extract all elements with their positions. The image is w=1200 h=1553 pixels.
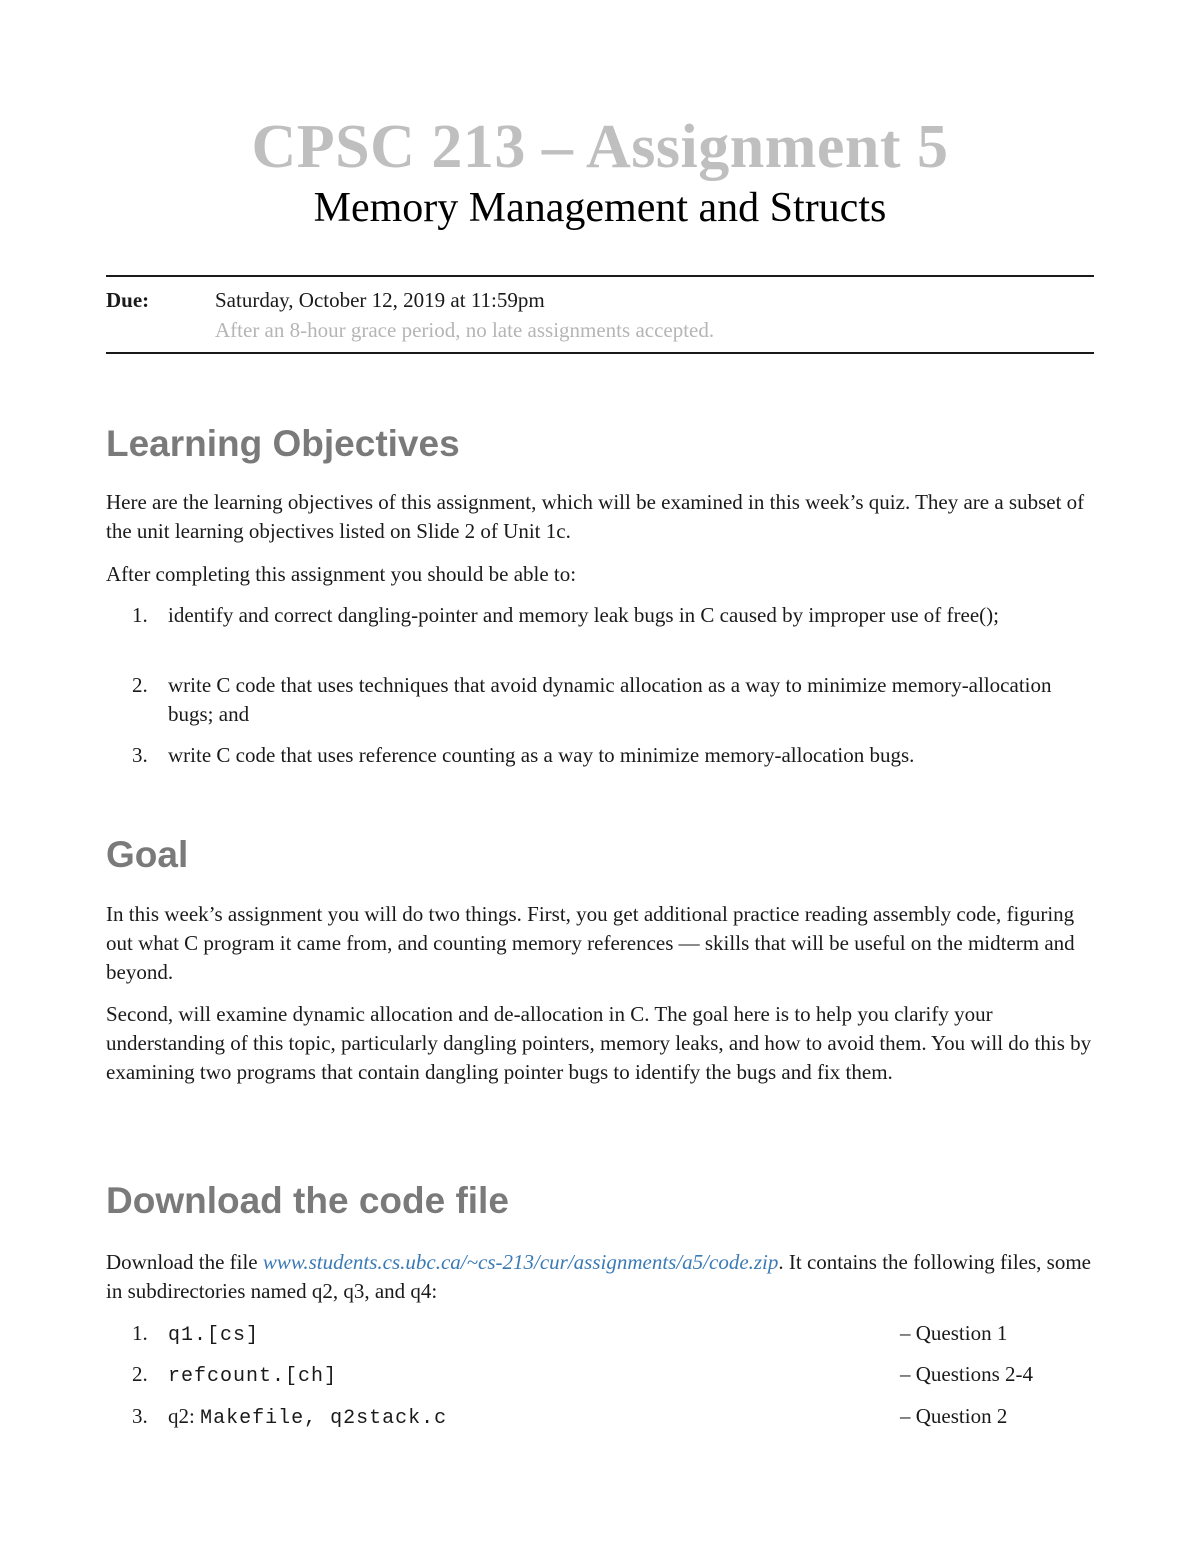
due-note: After an 8-hour grace period, no late assignments accepted. xyxy=(215,318,715,342)
objectives-heading: Learning Objectives xyxy=(106,423,460,464)
objectives-lead: After completing this assignment you should be able to: xyxy=(106,562,577,586)
download-paragraph xyxy=(106,1248,1094,1306)
bottom-rule xyxy=(106,352,1094,354)
download-link[interactable]: www.students.cs.ubc.ca/~cs-213/cur/assignments/a5/code.zip xyxy=(262,1250,779,1274)
list-number: 1. xyxy=(132,1321,148,1345)
download-text-before: Download the file xyxy=(106,1250,263,1274)
goal-heading: Goal xyxy=(106,834,189,875)
question-ref: – Question 1 xyxy=(900,1321,1008,1345)
list-text: identify and correct dangling-pointer and memory leak bugs in C caused by improper use of free(); xyxy=(168,603,999,627)
objectives-intro: Here are the learning objectives of this assignment, which will be examined in this week’s quiz. They are a subset of the unit learning objectives listed on Slide 2 of Unit 1c. xyxy=(106,490,1085,543)
page-title: CPSC 213 – Assignment 5 xyxy=(251,113,949,181)
question-ref: – Questions 2-4 xyxy=(900,1362,1033,1386)
file-name: q1.[cs] xyxy=(168,1324,260,1347)
page-subtitle: Memory Management and Structs xyxy=(313,185,887,231)
list-number: 2. xyxy=(132,1362,148,1386)
list-number: 3. xyxy=(132,1404,148,1428)
question-ref: – Question 2 xyxy=(900,1404,1008,1428)
download-text-after: . It contains the following files, some in subdirectories named q2, q3, and q4: xyxy=(106,1250,1092,1303)
top-rule xyxy=(106,275,1094,277)
goal-paragraph-2: Second, will examine dynamic allocation and de-allocation in C. The goal here is to help you clarify your understanding of this topic, particularly dangling pointers, memory leaks, and how to avoid them. You will do this by examining two programs that contain dangling pointer bugs to identify the bugs and fix them. xyxy=(106,1002,1092,1084)
list-number: 1. xyxy=(132,603,148,627)
list-text: write C code that uses techniques that avoid dynamic allocation as a way to minimize memory-allocation bugs; and xyxy=(168,673,1052,726)
download-heading: Download the code file xyxy=(106,1180,509,1221)
list-number: 2. xyxy=(132,673,148,697)
list-number: 3. xyxy=(132,743,148,767)
file-prefix: q2: xyxy=(168,1404,195,1428)
file-name: refcount.[ch] xyxy=(168,1365,338,1388)
goal-paragraph-1: In this week’s assignment you will do two things. First, you get additional practice reading assembly code, figuring out what C program it came from, and counting memory references — skills that will be useful on the midterm and beyond. xyxy=(106,902,1075,984)
file-name: Makefile, q2stack.c xyxy=(200,1407,448,1430)
list-text: write C code that uses reference counting as a way to minimize memory-allocation bugs. xyxy=(168,743,915,767)
due-label: Due: xyxy=(106,288,150,312)
due-date: Saturday, October 12, 2019 at 11:59pm xyxy=(215,288,545,312)
